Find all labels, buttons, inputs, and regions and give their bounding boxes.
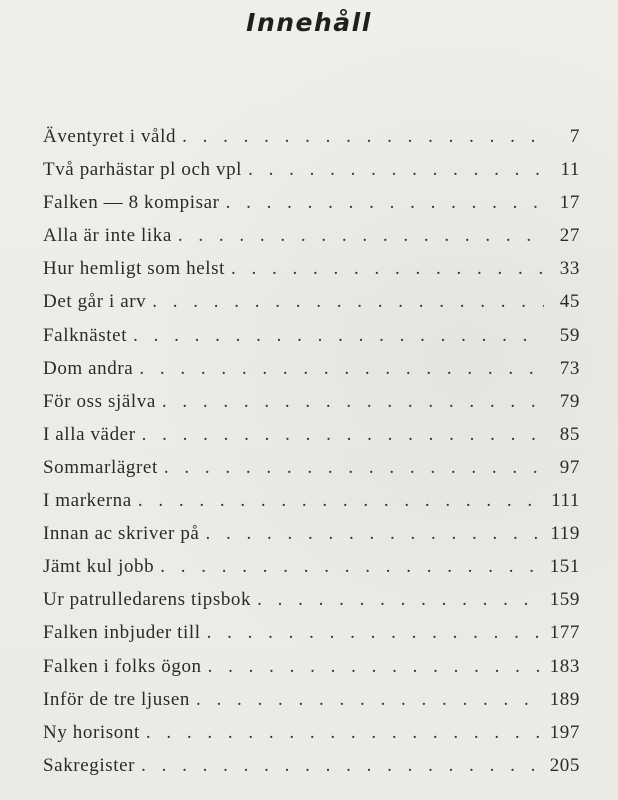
toc-entry-page: 85 (559, 423, 580, 445)
toc-dot-leader (139, 358, 544, 380)
toc-dot-leader (207, 622, 544, 644)
toc-dot-leader (146, 722, 544, 744)
toc-entry-page: 7 (569, 126, 580, 147)
toc-dot-leader (231, 258, 544, 280)
toc-entry (43, 755, 580, 788)
toc-entry (43, 656, 580, 689)
toc-entry (43, 722, 580, 755)
toc-entry-title: Dom andra (43, 357, 134, 379)
toc-entry (43, 556, 580, 589)
toc-dot-leader (182, 126, 544, 148)
toc-entry (43, 523, 580, 556)
toc-entry (43, 358, 580, 391)
page-title: Innehåll (246, 8, 372, 37)
toc-entry-page: 73 (559, 357, 580, 379)
toc-entry-page: 159 (549, 589, 580, 611)
toc-entry-title: Sommarlägret (43, 456, 158, 478)
toc-entry-page: 177 (549, 622, 580, 644)
toc-entry-page: 17 (559, 192, 580, 214)
toc-entry (43, 622, 580, 655)
toc-entry-title: Två parhästar pl och vpl (43, 159, 243, 181)
toc-entry-title: Falken — 8 kompisar (43, 192, 220, 214)
toc-entry (43, 126, 580, 159)
toc-entry-page: 79 (559, 390, 580, 412)
toc-entry-title: Falken inbjuder till (43, 622, 201, 644)
toc-entry (43, 225, 580, 258)
toc-entry-page: 205 (549, 754, 580, 776)
toc-entry (43, 589, 580, 622)
toc-entry-page: 33 (559, 258, 580, 280)
toc-dot-leader (164, 457, 544, 479)
toc-entry (43, 424, 580, 457)
table-of-contents (43, 126, 580, 788)
toc-dot-leader (138, 490, 544, 512)
toc-entry (43, 490, 580, 523)
toc-entry-page: 27 (559, 225, 580, 247)
toc-entry-page: 45 (559, 291, 580, 313)
toc-entry-title: Ny horisont (43, 721, 140, 743)
toc-dot-leader (162, 391, 544, 413)
toc-entry-title: Inför de tre ljusen (43, 688, 190, 710)
toc-entry-title: I alla väder (43, 423, 136, 445)
toc-entry-page: 119 (550, 523, 580, 545)
toc-dot-leader (178, 225, 544, 247)
toc-entry (43, 457, 580, 490)
toc-entry-page: 97 (559, 456, 580, 478)
toc-entry-title: I markerna (43, 490, 132, 512)
toc-entry (43, 391, 580, 424)
toc-dot-leader (133, 325, 544, 347)
toc-entry (43, 325, 580, 358)
toc-entry (43, 159, 580, 192)
toc-entry-page: 11 (560, 159, 580, 181)
toc-entry-title: Jämt kul jobb (43, 556, 155, 578)
toc-entry-page: 111 (551, 490, 580, 512)
toc-dot-leader (152, 291, 544, 313)
toc-entry-page: 183 (549, 655, 580, 677)
toc-entry-title: Falken i folks ögon (43, 655, 202, 677)
toc-entry-title: Det går i arv (43, 291, 147, 313)
toc-dot-leader (208, 656, 544, 678)
toc-entry-page: 59 (559, 324, 580, 346)
toc-entry-title: Sakregister (43, 754, 136, 776)
toc-entry (43, 192, 580, 225)
toc-entry-page: 189 (549, 688, 580, 710)
toc-entry-title: Alla är inte lika (43, 225, 172, 247)
toc-entry-title: För oss själva (43, 390, 156, 412)
toc-entry-title: Äventyret i våld (43, 126, 177, 147)
toc-entry-page: 151 (549, 556, 580, 578)
toc-entry (43, 689, 580, 722)
toc-entry-title: Innan ac skriver på (43, 523, 200, 545)
toc-entry-title: Ur patrulledarens tipsbok (43, 589, 252, 611)
toc-dot-leader (226, 192, 544, 214)
toc-dot-leader (141, 755, 544, 777)
toc-dot-leader (257, 589, 544, 611)
toc-entry-page: 197 (549, 721, 580, 743)
toc-entry-title: Hur hemligt som helst (43, 258, 226, 280)
toc-entry (43, 291, 580, 324)
toc-dot-leader (160, 556, 544, 578)
toc-dot-leader (142, 424, 544, 446)
toc-dot-leader (196, 689, 544, 711)
toc-dot-leader (248, 159, 544, 181)
toc-entry-title: Falknästet (43, 324, 128, 346)
toc-entry (43, 258, 580, 291)
toc-dot-leader (205, 523, 544, 545)
